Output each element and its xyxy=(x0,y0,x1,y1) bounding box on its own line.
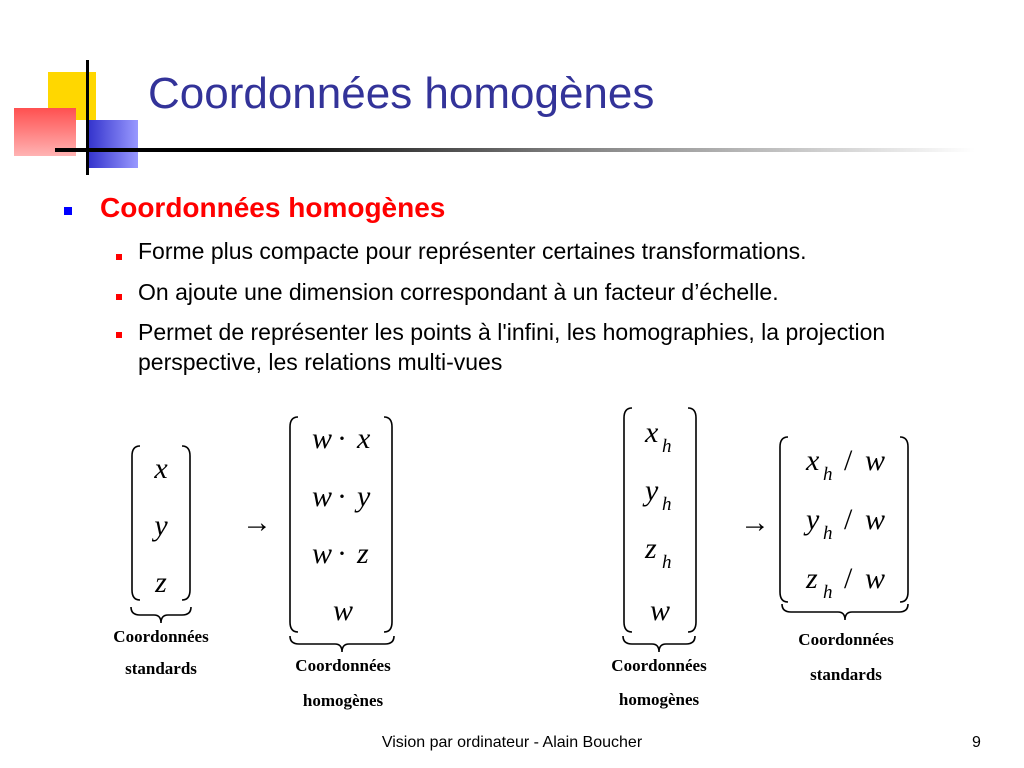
dot-operator: · xyxy=(337,537,347,570)
division-slash: / xyxy=(844,444,853,477)
vector-entry: z xyxy=(806,562,818,595)
vector-entry: x xyxy=(806,444,820,477)
bullet-text: Permet de représenter les points à l'infini, les homographies, la projection perspective, les relations multi-vues xyxy=(138,319,886,375)
vector-entry: x xyxy=(154,452,168,485)
vector-entry: w xyxy=(865,503,886,536)
section-heading: Coordonnées homogènes xyxy=(100,192,446,223)
subscript: h xyxy=(662,552,672,573)
subscript: h xyxy=(823,523,833,544)
vector-entry: w xyxy=(865,562,886,595)
slide-title: Coordonnées homogènes xyxy=(148,69,655,118)
arrow-icon: → xyxy=(740,506,770,539)
vector-homogeneous-h xyxy=(611,408,707,709)
vector-entry: z xyxy=(357,537,369,570)
subscript: h xyxy=(662,494,672,515)
vector-standard-divided xyxy=(780,437,908,684)
vector-entry: y xyxy=(806,503,820,536)
caption: homogènes xyxy=(302,691,384,710)
vector-entry: x xyxy=(645,416,659,449)
vector-entry: y xyxy=(645,474,659,507)
subscript: h xyxy=(823,464,833,485)
vector-entry: x xyxy=(357,422,371,455)
caption: standards xyxy=(810,665,882,684)
vector-standard-xyz xyxy=(113,446,209,678)
caption: Coordonnées xyxy=(295,656,391,675)
caption: Coordonnées xyxy=(611,656,707,675)
caption: standards xyxy=(125,659,197,678)
dot-operator: · xyxy=(337,422,347,455)
vector-entry: w xyxy=(332,594,354,627)
caption: Coordonnées xyxy=(798,630,894,649)
caption: homogènes xyxy=(618,690,700,709)
vector-entry: w xyxy=(649,594,671,627)
caption: Coordonnées xyxy=(113,627,209,646)
bullet-text: Forme plus compacte pour représenter certaines transformations. xyxy=(138,238,807,264)
vector-entry: w xyxy=(865,444,886,477)
subscript: h xyxy=(662,436,672,457)
subscript: h xyxy=(823,582,833,603)
division-slash: / xyxy=(844,562,853,595)
vector-entry: w xyxy=(312,537,333,570)
vector-entry: w xyxy=(312,422,333,455)
slide-footer: Vision par ordinateur - Alain Boucher xyxy=(381,734,643,751)
vector-homogeneous-w-scaled xyxy=(290,417,394,710)
dot-operator: · xyxy=(337,480,347,513)
bullet-text: On ajoute une dimension correspondant à un facteur d’échelle. xyxy=(138,279,779,305)
vector-entry: z xyxy=(155,566,167,599)
vector-entry: z xyxy=(645,532,657,565)
vector-entry: y xyxy=(154,509,168,542)
page-number: 9 xyxy=(972,734,981,751)
vector-entry: y xyxy=(357,480,371,513)
vector-entry: w xyxy=(312,480,333,513)
division-slash: / xyxy=(844,503,853,536)
arrow-icon: → xyxy=(242,506,272,539)
